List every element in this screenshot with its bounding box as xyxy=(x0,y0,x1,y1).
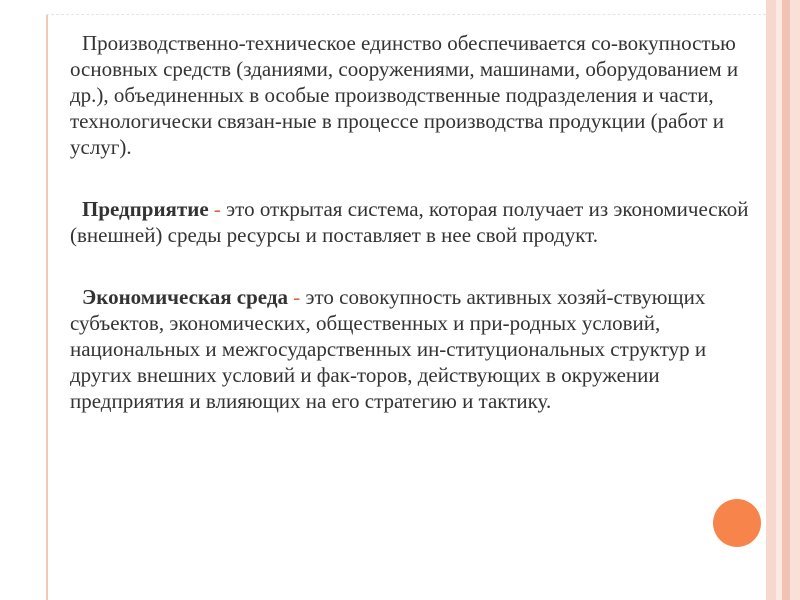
frame-right-stripe xyxy=(790,0,800,600)
paragraph-enterprise-definition xyxy=(70,196,760,248)
definition-dash: - xyxy=(208,197,227,221)
paragraph-production-unity xyxy=(70,30,760,160)
frame-right-stripe xyxy=(766,0,776,600)
decorative-orange-circle xyxy=(713,499,761,547)
slide-body xyxy=(70,30,760,450)
paragraph-text: это открытая система, которая получает из экономической (внешней) среды ресурсы и поставляет в нее свой продукт. xyxy=(70,197,749,247)
frame-top-border xyxy=(46,0,766,15)
term-enterprise: Предприятие xyxy=(82,197,209,221)
frame-right-stripe xyxy=(782,0,790,600)
term-economic-environment: Экономическая среда xyxy=(82,285,288,309)
definition-dash: - xyxy=(287,285,306,309)
paragraph-text: Производственно-техническое единство обеспечивается со-вокупностью основных средств (зданиями, сооружениями, машинами, оборудованием и др.), объединенных в особые производственные подразделения и части, технологически связан-ные в процессе производства продукции (работ и услуг). xyxy=(70,31,739,159)
frame-left-border xyxy=(0,0,48,600)
paragraph-text: это совокупность активных хозяй-ствующих субъектов, экономических, общественных и при-родных условий, национальных и межгосударственных ин-ституциональных структур и других внешних условий и фак-торов, действующих в окружении предприятия и влияющих на его стратегию и тактику. xyxy=(70,285,707,413)
paragraph-economic-environment-definition xyxy=(70,284,760,414)
